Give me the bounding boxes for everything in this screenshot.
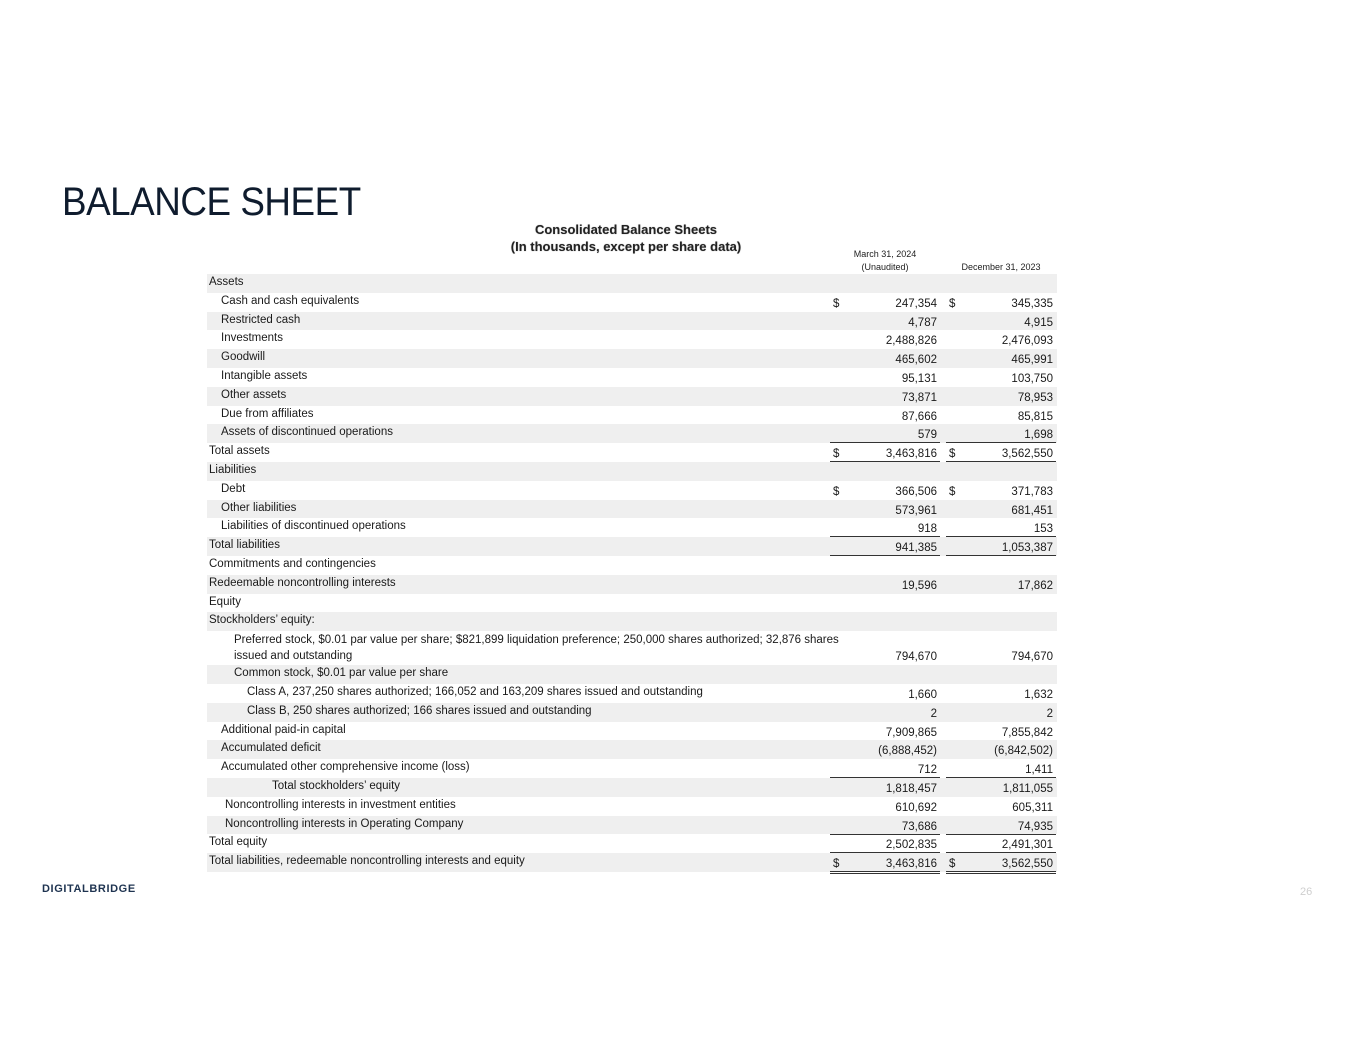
value-march: 87,666 <box>901 410 937 423</box>
row-label: Class A, 237,250 shares authorized; 166,052 and 163,209 shares issued and outstanding <box>247 685 703 698</box>
row-label: Other assets <box>221 388 287 401</box>
table-row <box>207 665 1057 684</box>
table-row <box>207 537 1057 556</box>
table-row <box>207 368 1057 387</box>
value-march: $ 247,354 <box>833 297 937 310</box>
row-label: Goodwill <box>221 351 266 364</box>
row-label: Total stockholders’ equity <box>272 779 401 792</box>
row-label: Total equity <box>209 836 268 849</box>
value-december: 1,411 <box>946 763 1056 778</box>
table-row <box>207 722 1057 741</box>
table-row <box>207 631 1057 665</box>
row-label: Stockholders’ equity: <box>209 614 315 627</box>
page-number: 26 <box>1300 886 1313 898</box>
value-march: 712 <box>830 763 940 778</box>
value-march: 573,961 <box>895 504 937 517</box>
row-label: Additional paid-in capital <box>221 723 346 736</box>
company-logo: DIGITALBRIDGE <box>42 883 136 895</box>
value-december: 2 <box>1046 707 1053 720</box>
value-december: 1,053,387 <box>946 541 1056 556</box>
value-march: $ 3,463,816 <box>830 447 940 464</box>
table-row <box>207 797 1057 816</box>
row-label: Intangible assets <box>221 369 308 382</box>
row-label: Noncontrolling interests in Operating Company <box>225 817 464 830</box>
value-december: $ 3,562,550 <box>946 857 1056 874</box>
table-row <box>207 759 1057 778</box>
value-december: 7,855,842 <box>1001 726 1053 739</box>
value-december: 85,815 <box>1017 410 1053 423</box>
row-label: Liabilities <box>209 463 257 476</box>
column-header-december-2023: December 31, 2023 <box>946 261 1056 276</box>
table-row <box>207 330 1057 349</box>
table-row <box>207 556 1057 575</box>
value-march: 465,602 <box>895 354 937 367</box>
row-label: Other liabilities <box>221 501 297 514</box>
table-row <box>207 834 1057 853</box>
row-label: Total liabilities, redeemable noncontrolling interests and equity <box>209 855 525 868</box>
table-row <box>207 443 1057 462</box>
table-row <box>207 575 1057 594</box>
value-december: 681,451 <box>1011 504 1053 517</box>
balance-sheet-table <box>207 274 1057 872</box>
row-label: Commitments and contingencies <box>209 557 376 570</box>
value-march: 4,787 <box>908 316 937 329</box>
table-row <box>207 500 1057 519</box>
table-row <box>207 481 1057 500</box>
row-label: Assets of discontinued operations <box>221 426 393 439</box>
row-label: Redeemable noncontrolling interests <box>209 576 396 589</box>
value-december: 2,491,301 <box>946 838 1056 853</box>
value-december: 78,953 <box>1017 391 1053 404</box>
statement-title-line1: Consolidated Balance Sheets <box>534 222 718 237</box>
value-march: 7,909,865 <box>885 726 937 739</box>
value-december: 4,915 <box>1024 316 1053 329</box>
row-label: Equity <box>209 595 241 608</box>
value-december: 794,670 <box>1011 651 1053 664</box>
value-march: 579 <box>830 428 940 443</box>
value-march: 1,660 <box>908 688 937 701</box>
value-december: 74,935 <box>946 820 1056 835</box>
table-row <box>207 293 1057 312</box>
table-row <box>207 816 1057 835</box>
value-december: $ 3,562,550 <box>946 447 1056 464</box>
value-march: 1,818,457 <box>885 782 937 795</box>
value-march: 2,488,826 <box>885 335 937 348</box>
value-march: $ 366,506 <box>833 485 937 498</box>
table-row <box>207 778 1057 797</box>
table-row <box>207 424 1057 443</box>
row-label: Liabilities of discontinued operations <box>221 520 406 533</box>
statement-title-line2: (In thousands, except per share data) <box>510 239 742 254</box>
row-label: Restricted cash <box>221 313 301 326</box>
row-label: Debt <box>221 482 246 495</box>
page-title: BALANCE SHEET <box>62 180 361 224</box>
value-december: 1,811,055 <box>1002 782 1053 795</box>
value-december: 153 <box>946 522 1056 537</box>
row-label: Due from affiliates <box>221 407 314 420</box>
table-row <box>207 312 1057 331</box>
table-row <box>207 740 1057 759</box>
value-march: 918 <box>830 522 940 537</box>
value-march: 610,692 <box>895 801 937 814</box>
table-row <box>207 594 1057 613</box>
value-december: 1,698 <box>946 428 1056 443</box>
row-label: Class B, 250 shares authorized; 166 shares issued and outstanding <box>247 704 592 717</box>
row-label: Investments <box>221 332 283 345</box>
value-march: $ 3,463,816 <box>830 857 940 874</box>
value-march: 2 <box>930 707 937 720</box>
column-header-march-2024: March 31, 2024 (Unaudited) <box>830 248 940 276</box>
value-march: 941,385 <box>830 541 940 556</box>
value-december: $ 345,335 <box>949 297 1053 310</box>
row-label: Preferred stock, $0.01 par value per share; $821,899 liquidation preference; 250,000 shares authorized; 32,876 shares issued and outstanding <box>234 634 839 663</box>
value-december: (6,842,502) <box>994 745 1053 758</box>
value-december: 2,476,093 <box>1001 335 1053 348</box>
row-label: Total liabilities <box>209 539 280 552</box>
value-december: 17,862 <box>1017 579 1053 592</box>
table-row <box>207 518 1057 537</box>
row-label: Common stock, $0.01 par value per share <box>234 667 449 680</box>
value-december: 1,632 <box>1024 688 1053 701</box>
table-row <box>207 703 1057 722</box>
value-march: (6,888,452) <box>878 745 937 758</box>
value-march: 19,596 <box>901 579 937 592</box>
table-row <box>207 612 1057 631</box>
value-december: 605,311 <box>1012 801 1053 814</box>
row-label: Accumulated other comprehensive income (loss) <box>221 761 470 774</box>
row-label: Accumulated deficit <box>221 742 321 755</box>
table-row <box>207 462 1057 481</box>
table-row <box>207 406 1057 425</box>
value-march: 73,871 <box>901 391 937 404</box>
value-december: $ 371,783 <box>949 485 1053 498</box>
row-label: Assets <box>209 276 244 288</box>
value-march: 95,131 <box>901 372 937 385</box>
table-row <box>207 684 1057 703</box>
value-december: 103,750 <box>1011 372 1053 385</box>
table-row <box>207 274 1057 293</box>
statement-title <box>376 221 876 255</box>
table-row <box>207 853 1057 872</box>
row-label: Cash and cash equivalents <box>221 294 360 307</box>
row-label: Noncontrolling interests in investment entities <box>225 798 456 811</box>
table-row <box>207 349 1057 368</box>
table-row <box>207 387 1057 406</box>
row-label: Total assets <box>209 445 270 458</box>
value-december: 465,991 <box>1011 354 1053 367</box>
value-march: 73,686 <box>830 820 940 835</box>
value-march: 794,670 <box>895 651 937 664</box>
value-march: 2,502,835 <box>830 838 940 853</box>
